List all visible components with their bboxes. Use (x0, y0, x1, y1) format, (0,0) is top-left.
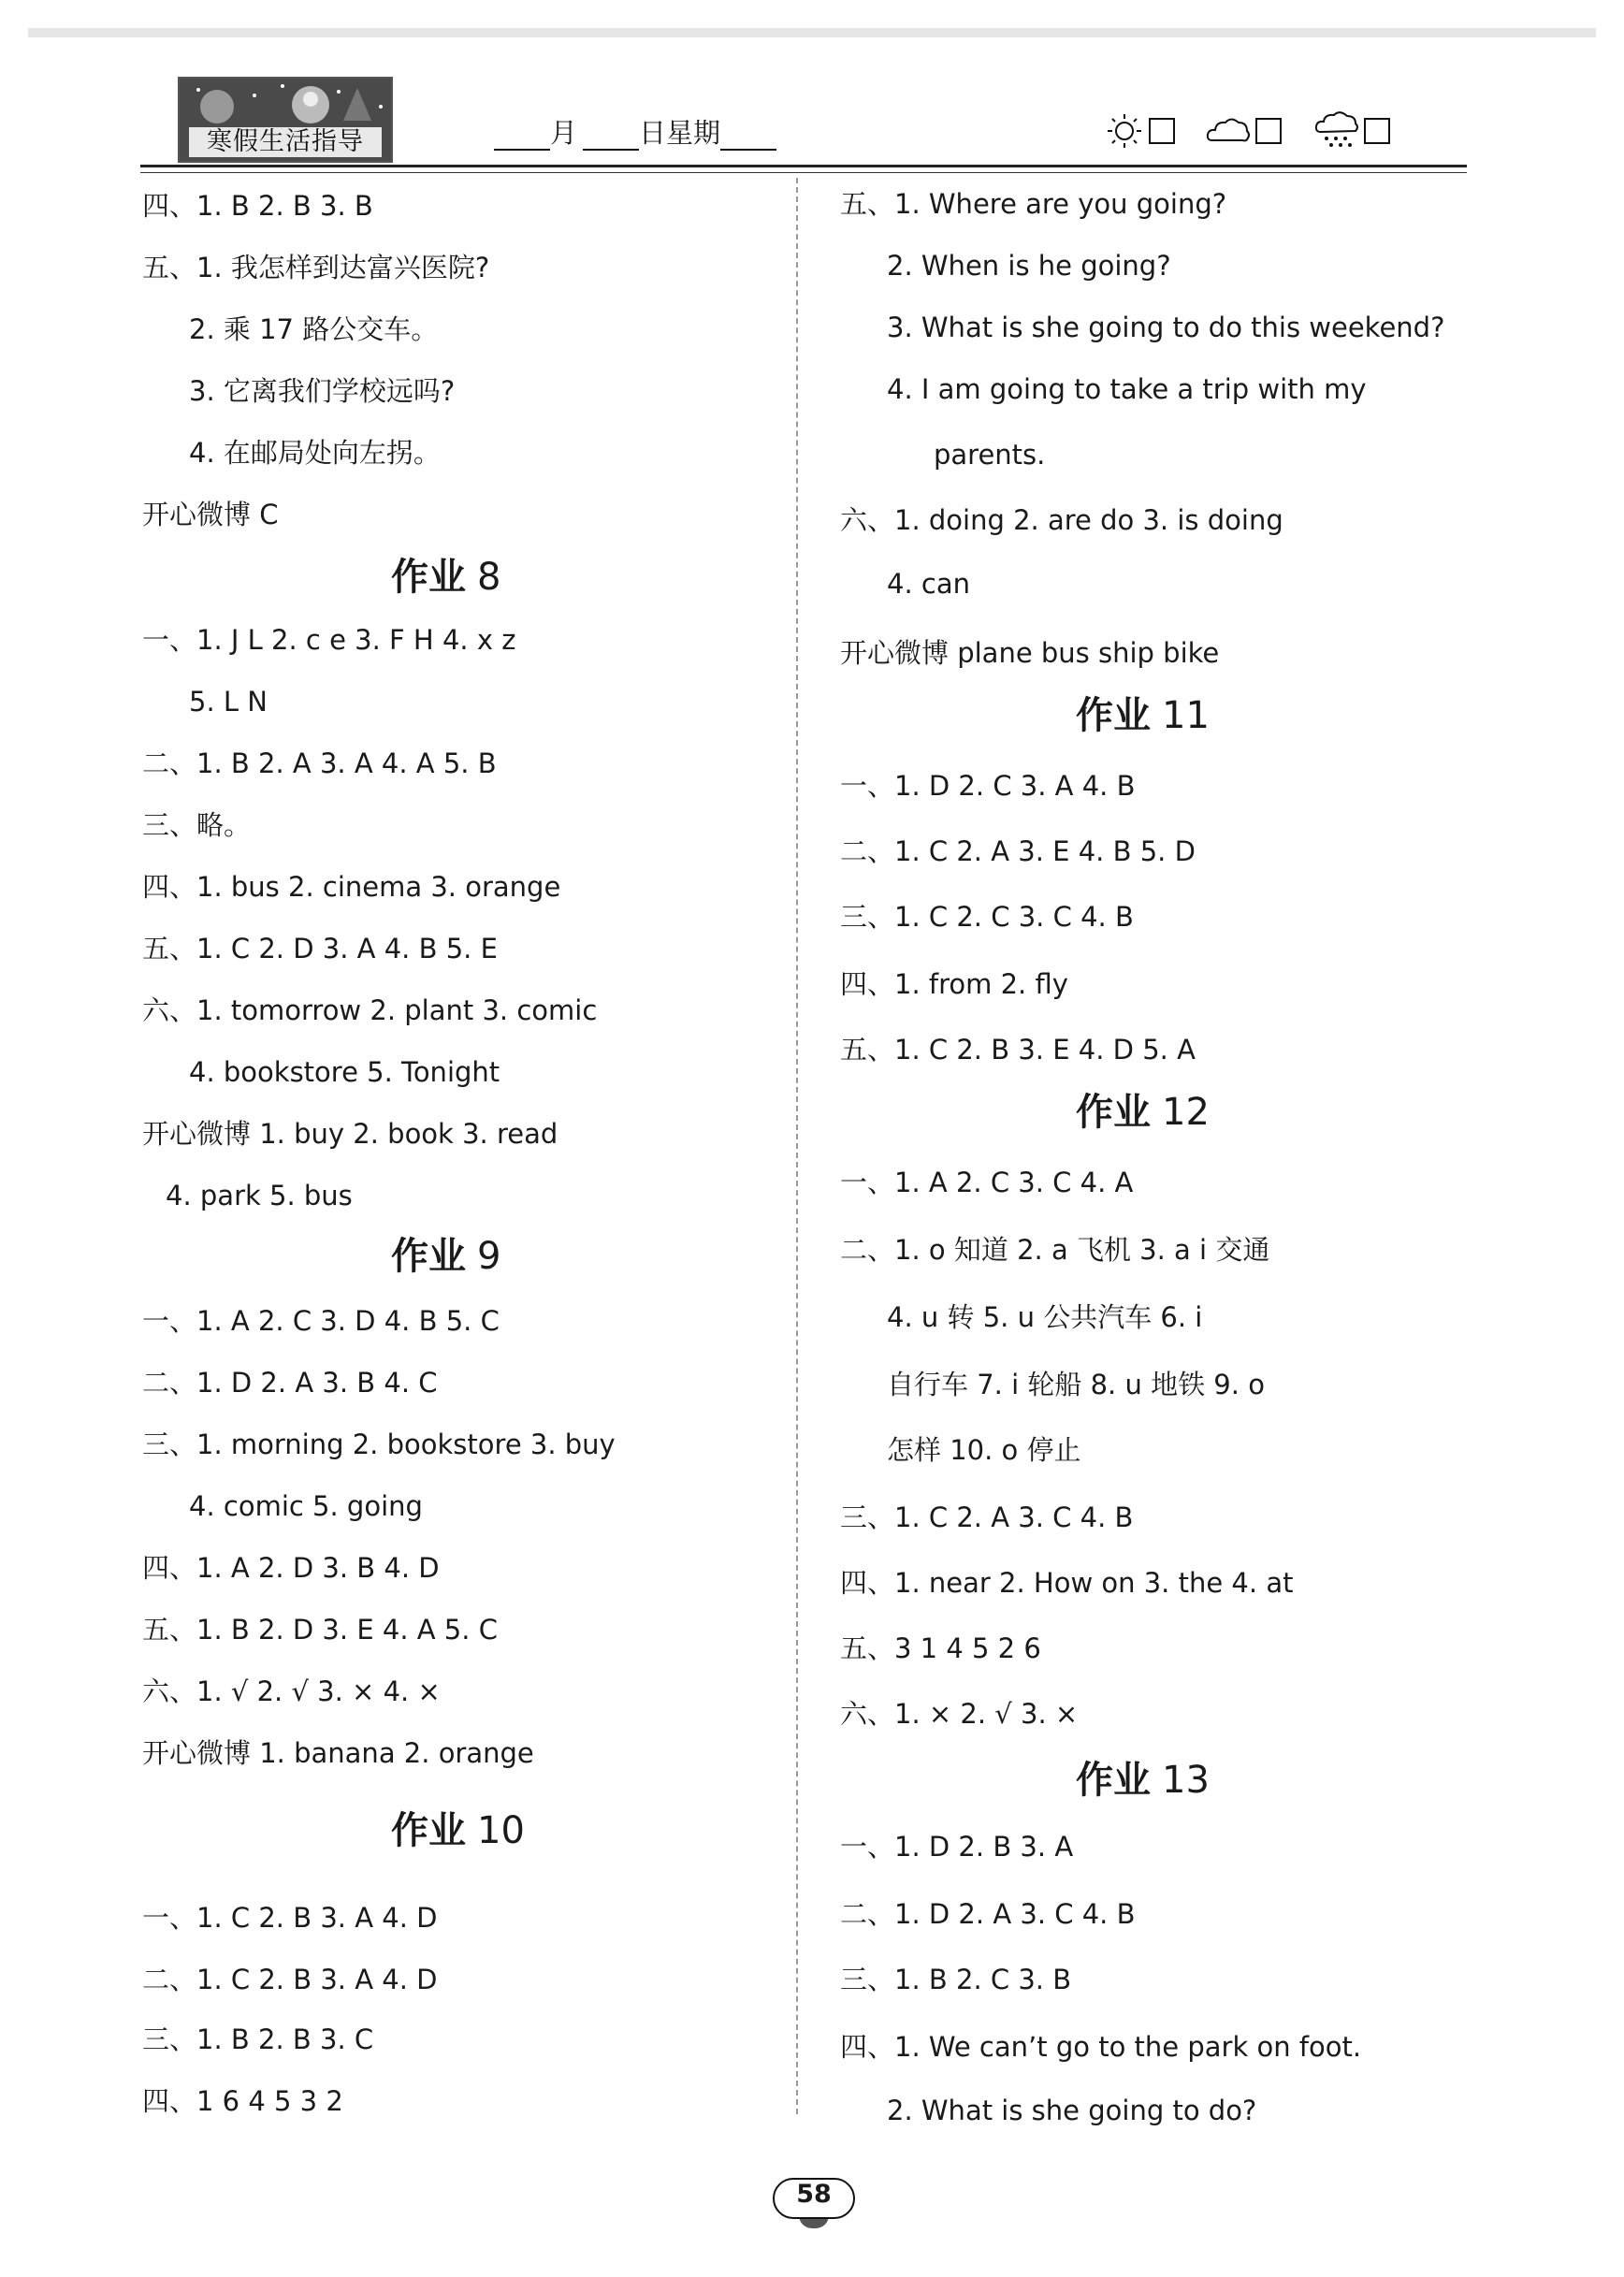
answer-line: 四、1. near 2. How on 3. the 4. at (840, 1567, 1294, 1599)
answer-line: 2. 乘 17 路公交车。 (189, 313, 439, 345)
month-label: 月 (550, 117, 578, 149)
answer-line: 开心微博 1. buy 2. book 3. read (142, 1118, 558, 1150)
header-rule-thin (140, 172, 1467, 173)
answer-line: 四、1. We can’t go to the park on foot. (840, 2031, 1362, 2063)
date-field (494, 112, 776, 151)
answer-line: 三、1. C 2. A 3. C 4. B (840, 1501, 1134, 1533)
answer-line: 四、1. A 2. D 3. B 4. D (142, 1552, 440, 1584)
rainy-checkbox[interactable] (1364, 118, 1390, 144)
answer-line: 开心微博 1. banana 2. orange (142, 1737, 534, 1769)
homework-heading (391, 1807, 525, 1854)
answer-line: 4. comic 5. going (189, 1490, 423, 1522)
heading-number: 9 (477, 1235, 501, 1278)
month-blank (494, 121, 550, 151)
answer-line: 五、1. B 2. D 3. E 4. A 5. C (142, 1614, 498, 1646)
logo-title: 寒假生活指导 (189, 127, 382, 157)
answer-line: 二、1. B 2. A 3. A 4. A 5. B (142, 747, 497, 779)
answer-line: 六、1. √ 2. √ 3. × 4. × (142, 1675, 441, 1707)
answer-line: 五、1. C 2. B 3. E 4. D 5. A (840, 1034, 1196, 1066)
weather-rainy (1313, 112, 1390, 150)
weather-cloudy (1205, 112, 1282, 150)
column-divider (796, 178, 798, 2114)
heading-label: 作业 (391, 1809, 466, 1852)
heading-label: 作业 (391, 556, 466, 599)
answer-line: 六、1. doing 2. are do 3. is doing (840, 504, 1283, 536)
answer-line: 六、1. × 2. √ 3. × (840, 1698, 1079, 1730)
answer-line: 三、略。 (142, 809, 252, 841)
scan-top-band (28, 28, 1596, 37)
heading-number: 10 (477, 1809, 525, 1852)
answer-line: 一、1. J L 2. c e 3. F H 4. x z (142, 624, 516, 656)
homework-heading (391, 1233, 500, 1280)
sunny-checkbox[interactable] (1149, 118, 1175, 144)
heading-label: 作业 (1076, 1759, 1151, 1802)
page-number-badge (773, 2178, 853, 2228)
answer-line: 二、1. D 2. A 3. C 4. B (840, 1898, 1136, 1930)
page-number: 58 (796, 2180, 832, 2209)
answer-line: 4. 在邮局处向左拐。 (189, 437, 441, 469)
homework-heading (391, 554, 500, 601)
answer-line: 二、1. C 2. B 3. A 4. D (142, 1964, 438, 1995)
heading-number: 12 (1162, 1091, 1210, 1134)
heading-label: 作业 (391, 1235, 466, 1278)
heading-label: 作业 (1076, 1091, 1151, 1134)
answer-line: 一、1. C 2. B 3. A 4. D (142, 1902, 438, 1934)
heading-number: 11 (1162, 694, 1210, 737)
heading-number: 8 (477, 556, 501, 599)
answer-line: 五、1. 我怎样到达富兴医院? (142, 252, 490, 283)
answer-line: 开心微博 C (142, 499, 279, 530)
day-blank (583, 121, 639, 151)
day-label: 日星期 (639, 117, 721, 149)
answer-line: 四、1. B 2. B 3. B (142, 190, 373, 222)
answer-line: 四、1. bus 2. cinema 3. orange (142, 871, 561, 903)
answer-line: 4. can (887, 568, 970, 600)
answer-line: 自行车 7. i 轮船 8. u 地铁 9. o (887, 1369, 1265, 1400)
cloud-icon (1205, 112, 1252, 150)
answer-line: 四、1 6 4 5 3 2 (142, 2085, 343, 2117)
answer-line: 六、1. tomorrow 2. plant 3. comic (142, 994, 598, 1026)
answer-line: 一、1. A 2. C 3. D 4. B 5. C (142, 1305, 500, 1337)
answer-line: 三、1. morning 2. bookstore 3. buy (142, 1429, 616, 1460)
answer-line: 三、1. B 2. B 3. C (142, 2023, 374, 2055)
answer-line: 2. What is she going to do? (887, 2095, 1257, 2126)
heading-label: 作业 (1076, 694, 1151, 737)
weekday-blank (720, 121, 776, 151)
answer-line: 4. park 5. bus (166, 1180, 353, 1211)
answer-line: 五、1. C 2. D 3. A 4. B 5. E (142, 933, 498, 964)
answer-line: 3. 它离我们学校远吗? (189, 375, 456, 407)
answer-line: 3. What is she going to do this weekend? (887, 312, 1445, 343)
homework-heading (1076, 1089, 1210, 1136)
answer-line: 二、1. D 2. A 3. B 4. C (142, 1367, 438, 1399)
homework-heading (1076, 1757, 1210, 1804)
weather-sunny (1104, 112, 1175, 150)
answer-line: 二、1. o 知道 2. a 飞机 3. a i 交通 (840, 1234, 1270, 1266)
answer-line: 4. I am going to take a trip with my (887, 373, 1367, 405)
answer-line: 三、1. C 2. C 3. C 4. B (840, 901, 1134, 933)
cloudy-checkbox[interactable] (1255, 118, 1282, 144)
answer-line: 一、1. A 2. C 3. C 4. A (840, 1167, 1134, 1198)
heading-number: 13 (1162, 1759, 1210, 1802)
rain-cloud-icon (1313, 111, 1360, 151)
header-rule (140, 165, 1467, 167)
answer-line: parents. (934, 439, 1046, 471)
answer-line: 二、1. C 2. A 3. E 4. B 5. D (840, 835, 1196, 867)
answer-line: 怎样 10. o 停止 (887, 1434, 1081, 1466)
answer-line: 一、1. D 2. C 3. A 4. B (840, 770, 1136, 802)
answer-line: 开心微博 plane bus ship bike (840, 637, 1220, 669)
answer-line: 四、1. from 2. fly (840, 968, 1068, 1000)
homework-heading (1076, 692, 1210, 739)
book-logo (178, 77, 393, 163)
answer-line: 4. u 转 5. u 公共汽车 6. i (887, 1301, 1203, 1333)
answer-line: 5. L N (189, 686, 268, 718)
answer-line: 五、3 1 4 5 2 6 (840, 1632, 1041, 1664)
answer-line: 一、1. D 2. B 3. A (840, 1831, 1074, 1863)
answer-line: 4. bookstore 5. Tonight (189, 1056, 500, 1088)
answer-line: 三、1. B 2. C 3. B (840, 1964, 1072, 1995)
answer-line: 2. When is he going? (887, 250, 1171, 282)
answer-line: 五、1. Where are you going? (840, 188, 1227, 220)
sun-icon (1104, 112, 1145, 150)
